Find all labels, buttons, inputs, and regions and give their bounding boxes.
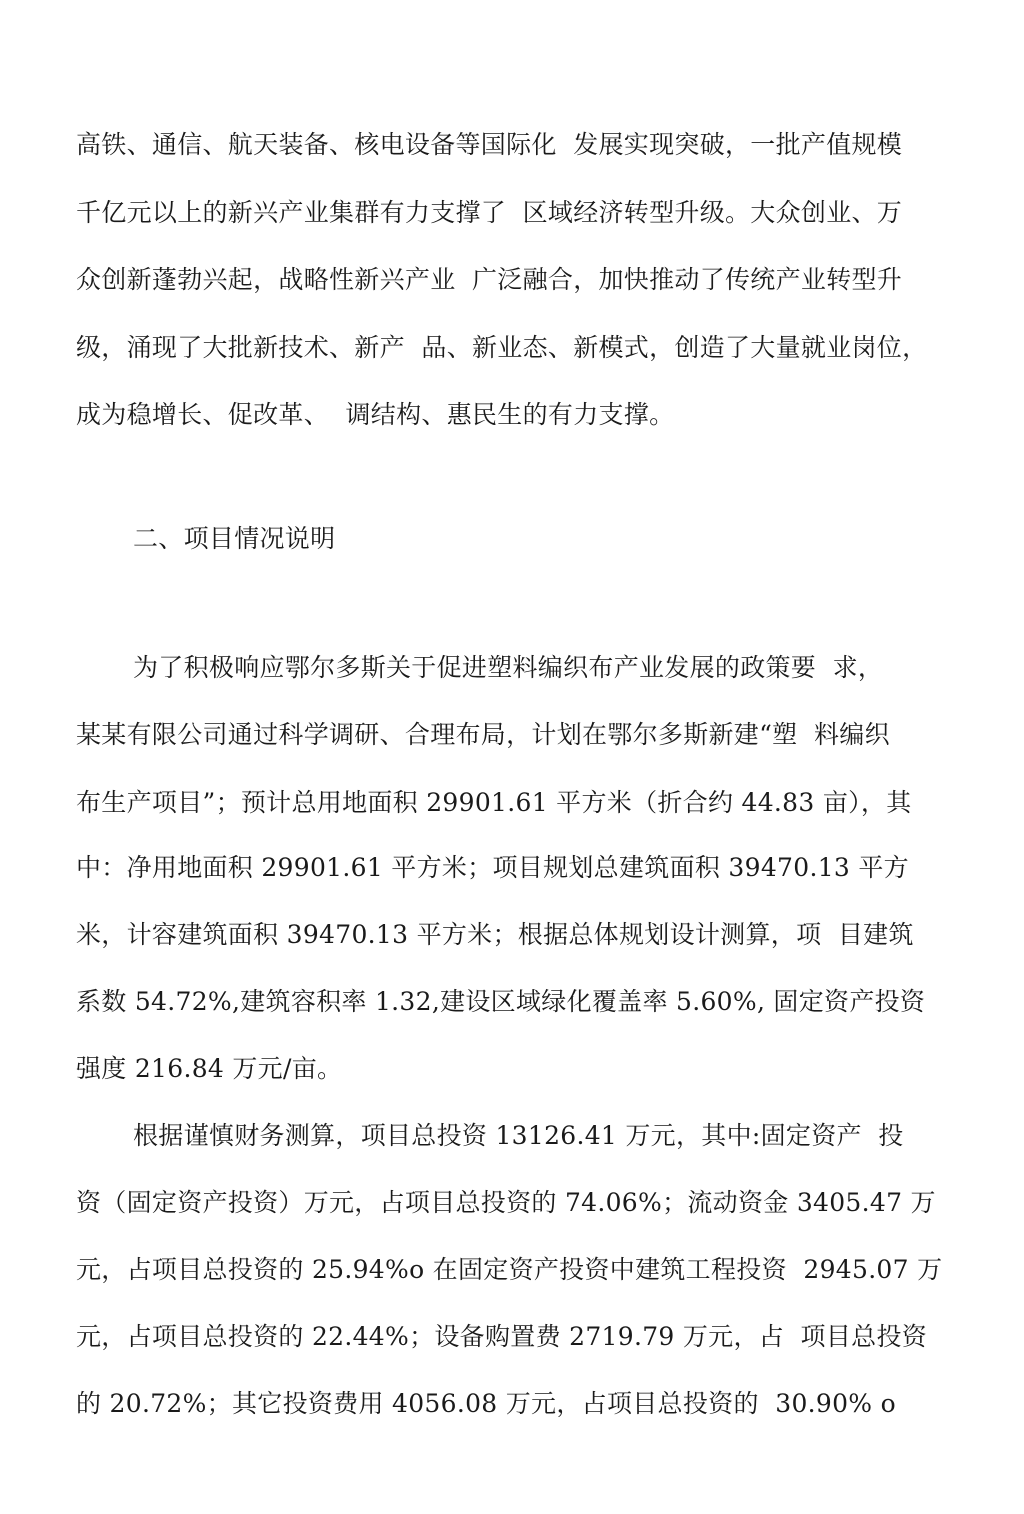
paragraph-line: 众创新蓬勃兴起，战略性新兴产业 广泛融合，加快推动了传统产业转型升 [76, 265, 903, 294]
paragraph-line: 资（固定资产投资）万元，占项目总投资的 74.06%；流动资金 3405.47 万 [76, 1188, 936, 1217]
paragraph-line: 系数 54.72%,建筑容积率 1.32,建设区域绿化覆盖率 5.60%, 固定资产投资 [76, 987, 926, 1016]
paragraph-line: 某某有限公司通过科学调研、合理布局，计划在鄂尔多斯新建“塑 料编织 [76, 720, 890, 749]
paragraph-line: 为了积极响应鄂尔多斯关于促进塑料编织布产业发展的政策要 求， [133, 653, 884, 682]
paragraph-line: 的 20.72%；其它投资费用 4056.08 万元，占项目总投资的 30.90% o [76, 1389, 896, 1418]
paragraph-line: 千亿元以上的新兴产业集群有力支撑了 区域经济转型升级。大众创业、万 [76, 198, 903, 227]
paragraph-line: 中：净用地面积 29901.61 平方米；项目规划总建筑面积 39470.13 平方 [76, 853, 909, 882]
paragraph-line: 根据谨慎财务测算，项目总投资 13126.41 万元，其中:固定资产 投 [133, 1121, 904, 1150]
paragraph-line: 布生产项目”；预计总用地面积 29901.61 平方米（折合约 44.83 亩），其 [76, 788, 912, 817]
paragraph-line: 米，计容建筑面积 39470.13 平方米；根据总体规划设计测算，项 目建筑 [76, 920, 914, 949]
section-heading: 二、项目情况说明 [133, 524, 336, 553]
paragraph-line: 高铁、通信、航天装备、核电设备等国际化 发展实现突破，一批产值规模 [76, 130, 903, 159]
paragraph-line: 元，占项目总投资的 22.44%；设备购置费 2719.79 万元，占 项目总投资 [76, 1322, 928, 1351]
paragraph-line: 成为稳增长、促改革、 调结构、惠民生的有力支撑。 [76, 400, 675, 429]
paragraph-line: 级，涌现了大批新技术、新产 品、新业态、新模式，创造了大量就业岗位， [76, 333, 928, 362]
paragraph-line: 元，占项目总投资的 25.94%o 在固定资产投资中建筑工程投资 2945.07 万 [76, 1255, 943, 1284]
paragraph-line: 强度 216.84 万元/亩。 [76, 1054, 343, 1083]
